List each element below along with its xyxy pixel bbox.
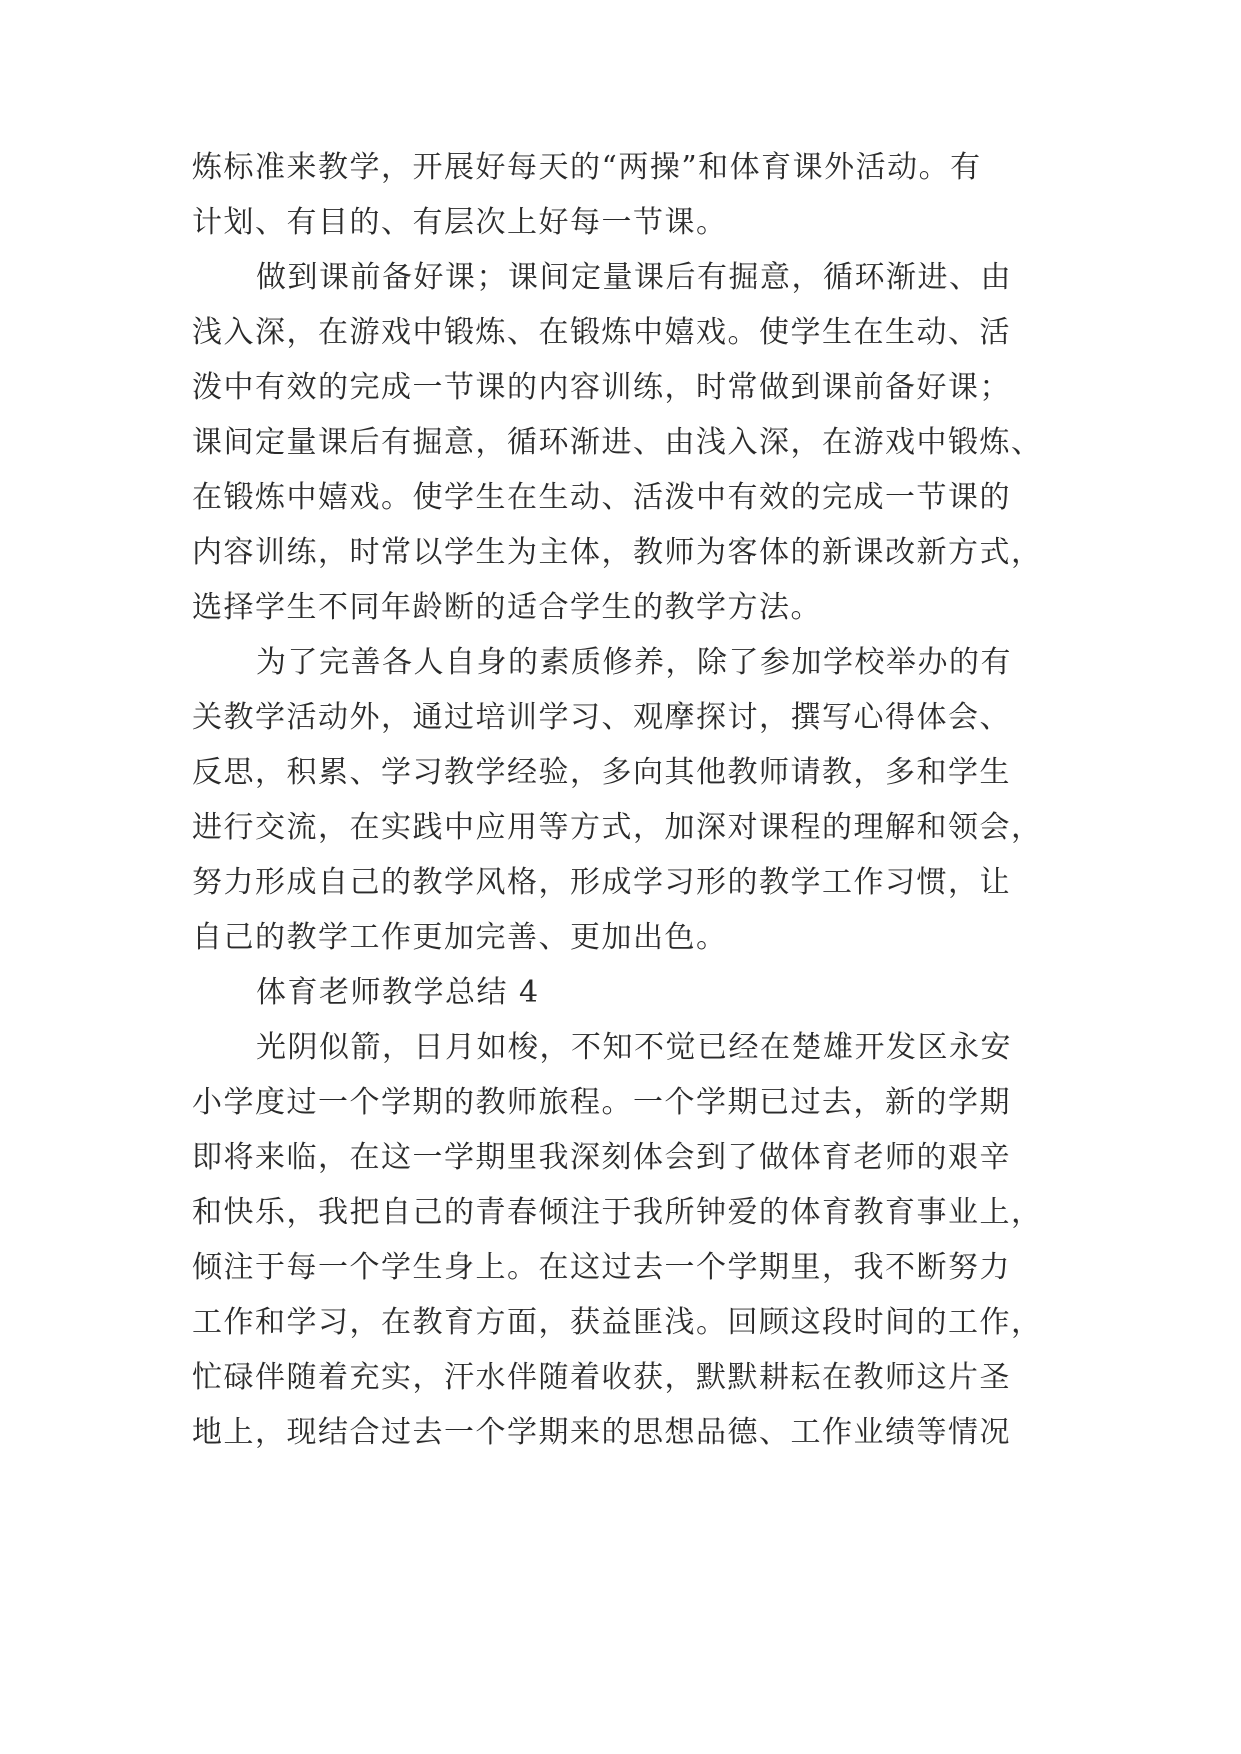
text-line: 浅入深，在游戏中锻炼、在锻炼中嬉戏。使学生在生动、活 <box>192 315 1011 350</box>
text-line: 工作和学习，在教育方面，获益匪浅。回顾这段时间的工作， <box>192 1305 1043 1340</box>
text-line: 泼中有效的完成一节课的内容训练，时常做到课前备好课； <box>192 370 1011 405</box>
text-line: 地上，现结合过去一个学期来的思想品德、工作业绩等情况 <box>192 1415 1011 1450</box>
text-line: 和快乐，我把自己的青春倾注于我所钟爱的体育教育事业上， <box>192 1195 1043 1230</box>
text-line: 在锻炼中嬉戏。使学生在生动、活泼中有效的完成一节课的 <box>192 480 1011 515</box>
paragraph-first-line: 为了完善各人自身的素质修养，除了参加学校举办的有 <box>256 645 1012 680</box>
paragraph-first-line: 做到课前备好课；课间定量课后有掘意，循环渐进、由 <box>256 260 1012 295</box>
text-line: 内容训练，时常以学生为主体，教师为客体的新课改新方式， <box>192 535 1043 570</box>
text-line: 小学度过一个学期的教师旅程。一个学期已过去，新的学期 <box>192 1085 1011 1120</box>
paragraph-first-line: 光阴似箭，日月如梭，不知不觉已经在楚雄开发区永安 <box>256 1030 1012 1065</box>
text-line: 忙碌伴随着充实，汗水伴随着收获，默默耕耘在教师这片圣 <box>192 1360 1011 1395</box>
text-line: 进行交流，在实践中应用等方式，加深对课程的理解和领会， <box>192 810 1043 845</box>
section-heading: 体育老师教学总结 4 <box>256 975 540 1010</box>
text-line: 努力形成自己的教学风格，形成学习形的教学工作习惯，让 <box>192 865 1011 900</box>
text-line: 计划、有目的、有层次上好每一节课。 <box>192 205 728 240</box>
text-line: 即将来临，在这一学期里我深刻体会到了做体育老师的艰辛 <box>192 1140 1011 1175</box>
text-line: 炼标准来教学，开展好每天的“两操”和体育课外活动。有 <box>192 150 982 185</box>
text-line: 倾注于每一个学生身上。在这过去一个学期里，我不断努力 <box>192 1250 1011 1285</box>
text-line: 反思，积累、学习教学经验，多向其他教师请教，多和学生 <box>192 755 1011 790</box>
text-line: 关教学活动外，通过培训学习、观摩探讨，撰写心得体会、 <box>192 700 1011 735</box>
text-line: 自己的教学工作更加完善、更加出色。 <box>192 920 728 955</box>
text-line: 选择学生不同年龄断的适合学生的教学方法。 <box>192 590 822 625</box>
text-line: 课间定量课后有掘意，循环渐进、由浅入深，在游戏中锻炼、 <box>192 425 1043 460</box>
